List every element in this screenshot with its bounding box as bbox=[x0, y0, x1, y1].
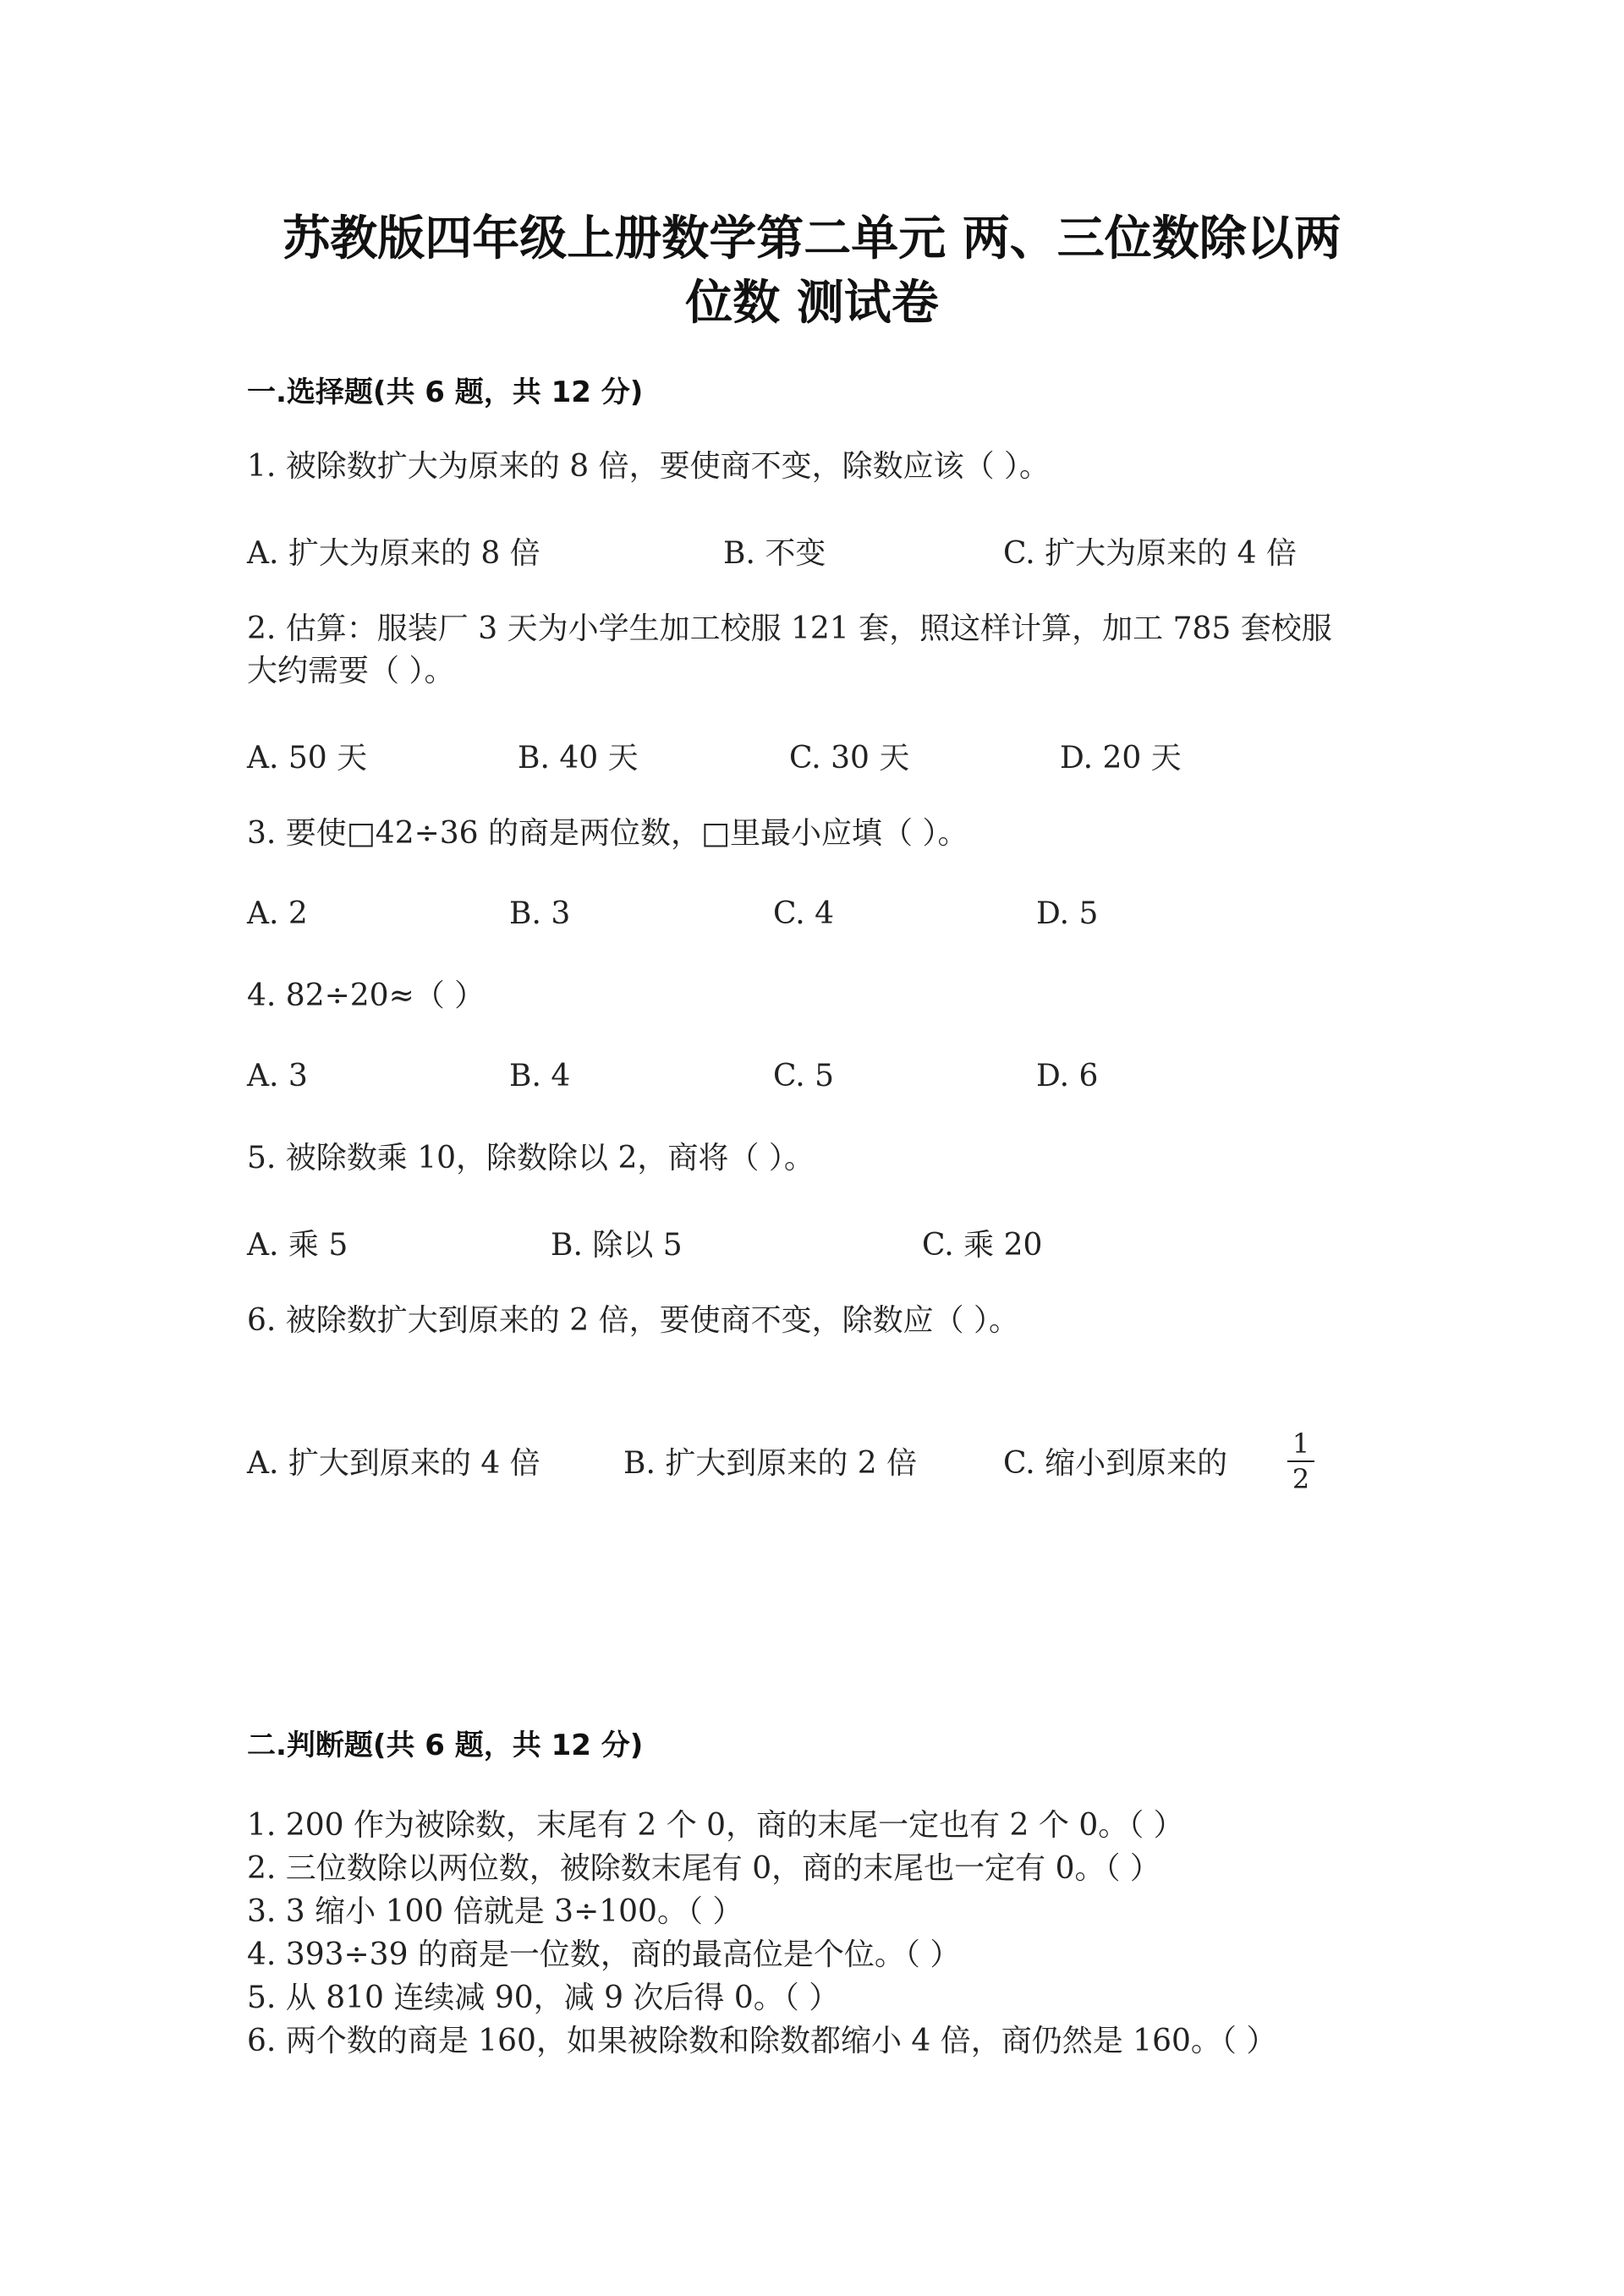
q5-option-c: C. 乘 20 bbox=[922, 1228, 1043, 1263]
q3-option-d: D. 5 bbox=[1036, 896, 1099, 931]
question-3: 3. 要使□42÷36 的商是两位数，□里最小应填（ ）。 bbox=[247, 816, 968, 851]
judge-item-5: 5. 从 810 连续减 90，减 9 次后得 0。（ ） bbox=[247, 1981, 840, 2015]
q6-option-b: B. 扩大到原来的 2 倍 bbox=[623, 1446, 918, 1481]
question-6: 6. 被除数扩大到原来的 2 倍，要使商不变，除数应（ ）。 bbox=[247, 1303, 1020, 1338]
question-5: 5. 被除数乘 10，除数除以 2，商将（ ）。 bbox=[247, 1141, 815, 1175]
section-2-heading: 二.判断题(共 6 题，共 12 分) bbox=[247, 1729, 644, 1762]
q3-option-a: A. 2 bbox=[247, 896, 308, 931]
judge-item-4: 4. 393÷39 的商是一位数，商的最高位是个位。（ ） bbox=[247, 1937, 961, 1972]
judge-item-3: 3. 3 缩小 100 倍就是 3÷100。（ ） bbox=[247, 1894, 743, 1929]
question-2-line-1: 2. 估算：服装厂 3 天为小学生加工校服 121 套，照这样计算，加工 785 套校服 bbox=[247, 611, 1332, 646]
q3-option-b: B. 3 bbox=[509, 896, 571, 931]
q1-option-c: C. 扩大为原来的 4 倍 bbox=[1003, 536, 1297, 571]
q4-option-d: D. 6 bbox=[1036, 1059, 1099, 1093]
q2-option-a: A. 50 天 bbox=[247, 741, 368, 775]
question-2-line-2: 大约需要（ ）。 bbox=[247, 654, 455, 688]
question-4: 4. 82÷20≈（ ） bbox=[247, 978, 486, 1013]
q5-option-a: A. 乘 5 bbox=[247, 1228, 348, 1263]
q1-option-b: B. 不变 bbox=[723, 536, 826, 571]
judge-item-2: 2. 三位数除以两位数，被除数末尾有 0，商的末尾也一定有 0。（ ） bbox=[247, 1851, 1160, 1886]
q4-option-b: B. 4 bbox=[509, 1059, 571, 1093]
q2-option-c: C. 30 天 bbox=[789, 741, 910, 775]
section-1-heading: 一.选择题(共 6 题，共 12 分) bbox=[247, 375, 644, 409]
judge-item-1: 1. 200 作为被除数，末尾有 2 个 0，商的末尾一定也有 2 个 0。（ ） bbox=[247, 1808, 1184, 1843]
q2-option-d: D. 20 天 bbox=[1060, 741, 1182, 775]
q4-option-c: C. 5 bbox=[773, 1059, 835, 1093]
judge-item-6: 6. 两个数的商是 160，如果被除数和除数都缩小 4 倍，商仍然是 160。（ ） bbox=[247, 2024, 1277, 2058]
q5-option-b: B. 除以 5 bbox=[551, 1228, 683, 1263]
question-1: 1. 被除数扩大为原来的 8 倍，要使商不变，除数应该（ ）。 bbox=[247, 449, 1051, 484]
q2-option-b: B. 40 天 bbox=[518, 741, 639, 775]
q3-option-c: C. 4 bbox=[773, 896, 835, 931]
q4-option-a: A. 3 bbox=[247, 1059, 308, 1093]
fraction-bar bbox=[1287, 1460, 1314, 1462]
fraction-denominator: 2 bbox=[1292, 1463, 1310, 1495]
fraction-numerator: 1 bbox=[1292, 1427, 1310, 1460]
title-line-2: 位数 测试卷 bbox=[685, 276, 939, 331]
q1-option-a: A. 扩大为原来的 8 倍 bbox=[247, 536, 540, 571]
title-line-1: 苏教版四年级上册数学第二单元 两、三位数除以两 bbox=[283, 211, 1341, 266]
q6-option-c: C. 缩小到原来的 bbox=[1003, 1446, 1228, 1481]
q6-option-a: A. 扩大到原来的 4 倍 bbox=[247, 1446, 540, 1481]
q6-fraction bbox=[1284, 1429, 1318, 1493]
